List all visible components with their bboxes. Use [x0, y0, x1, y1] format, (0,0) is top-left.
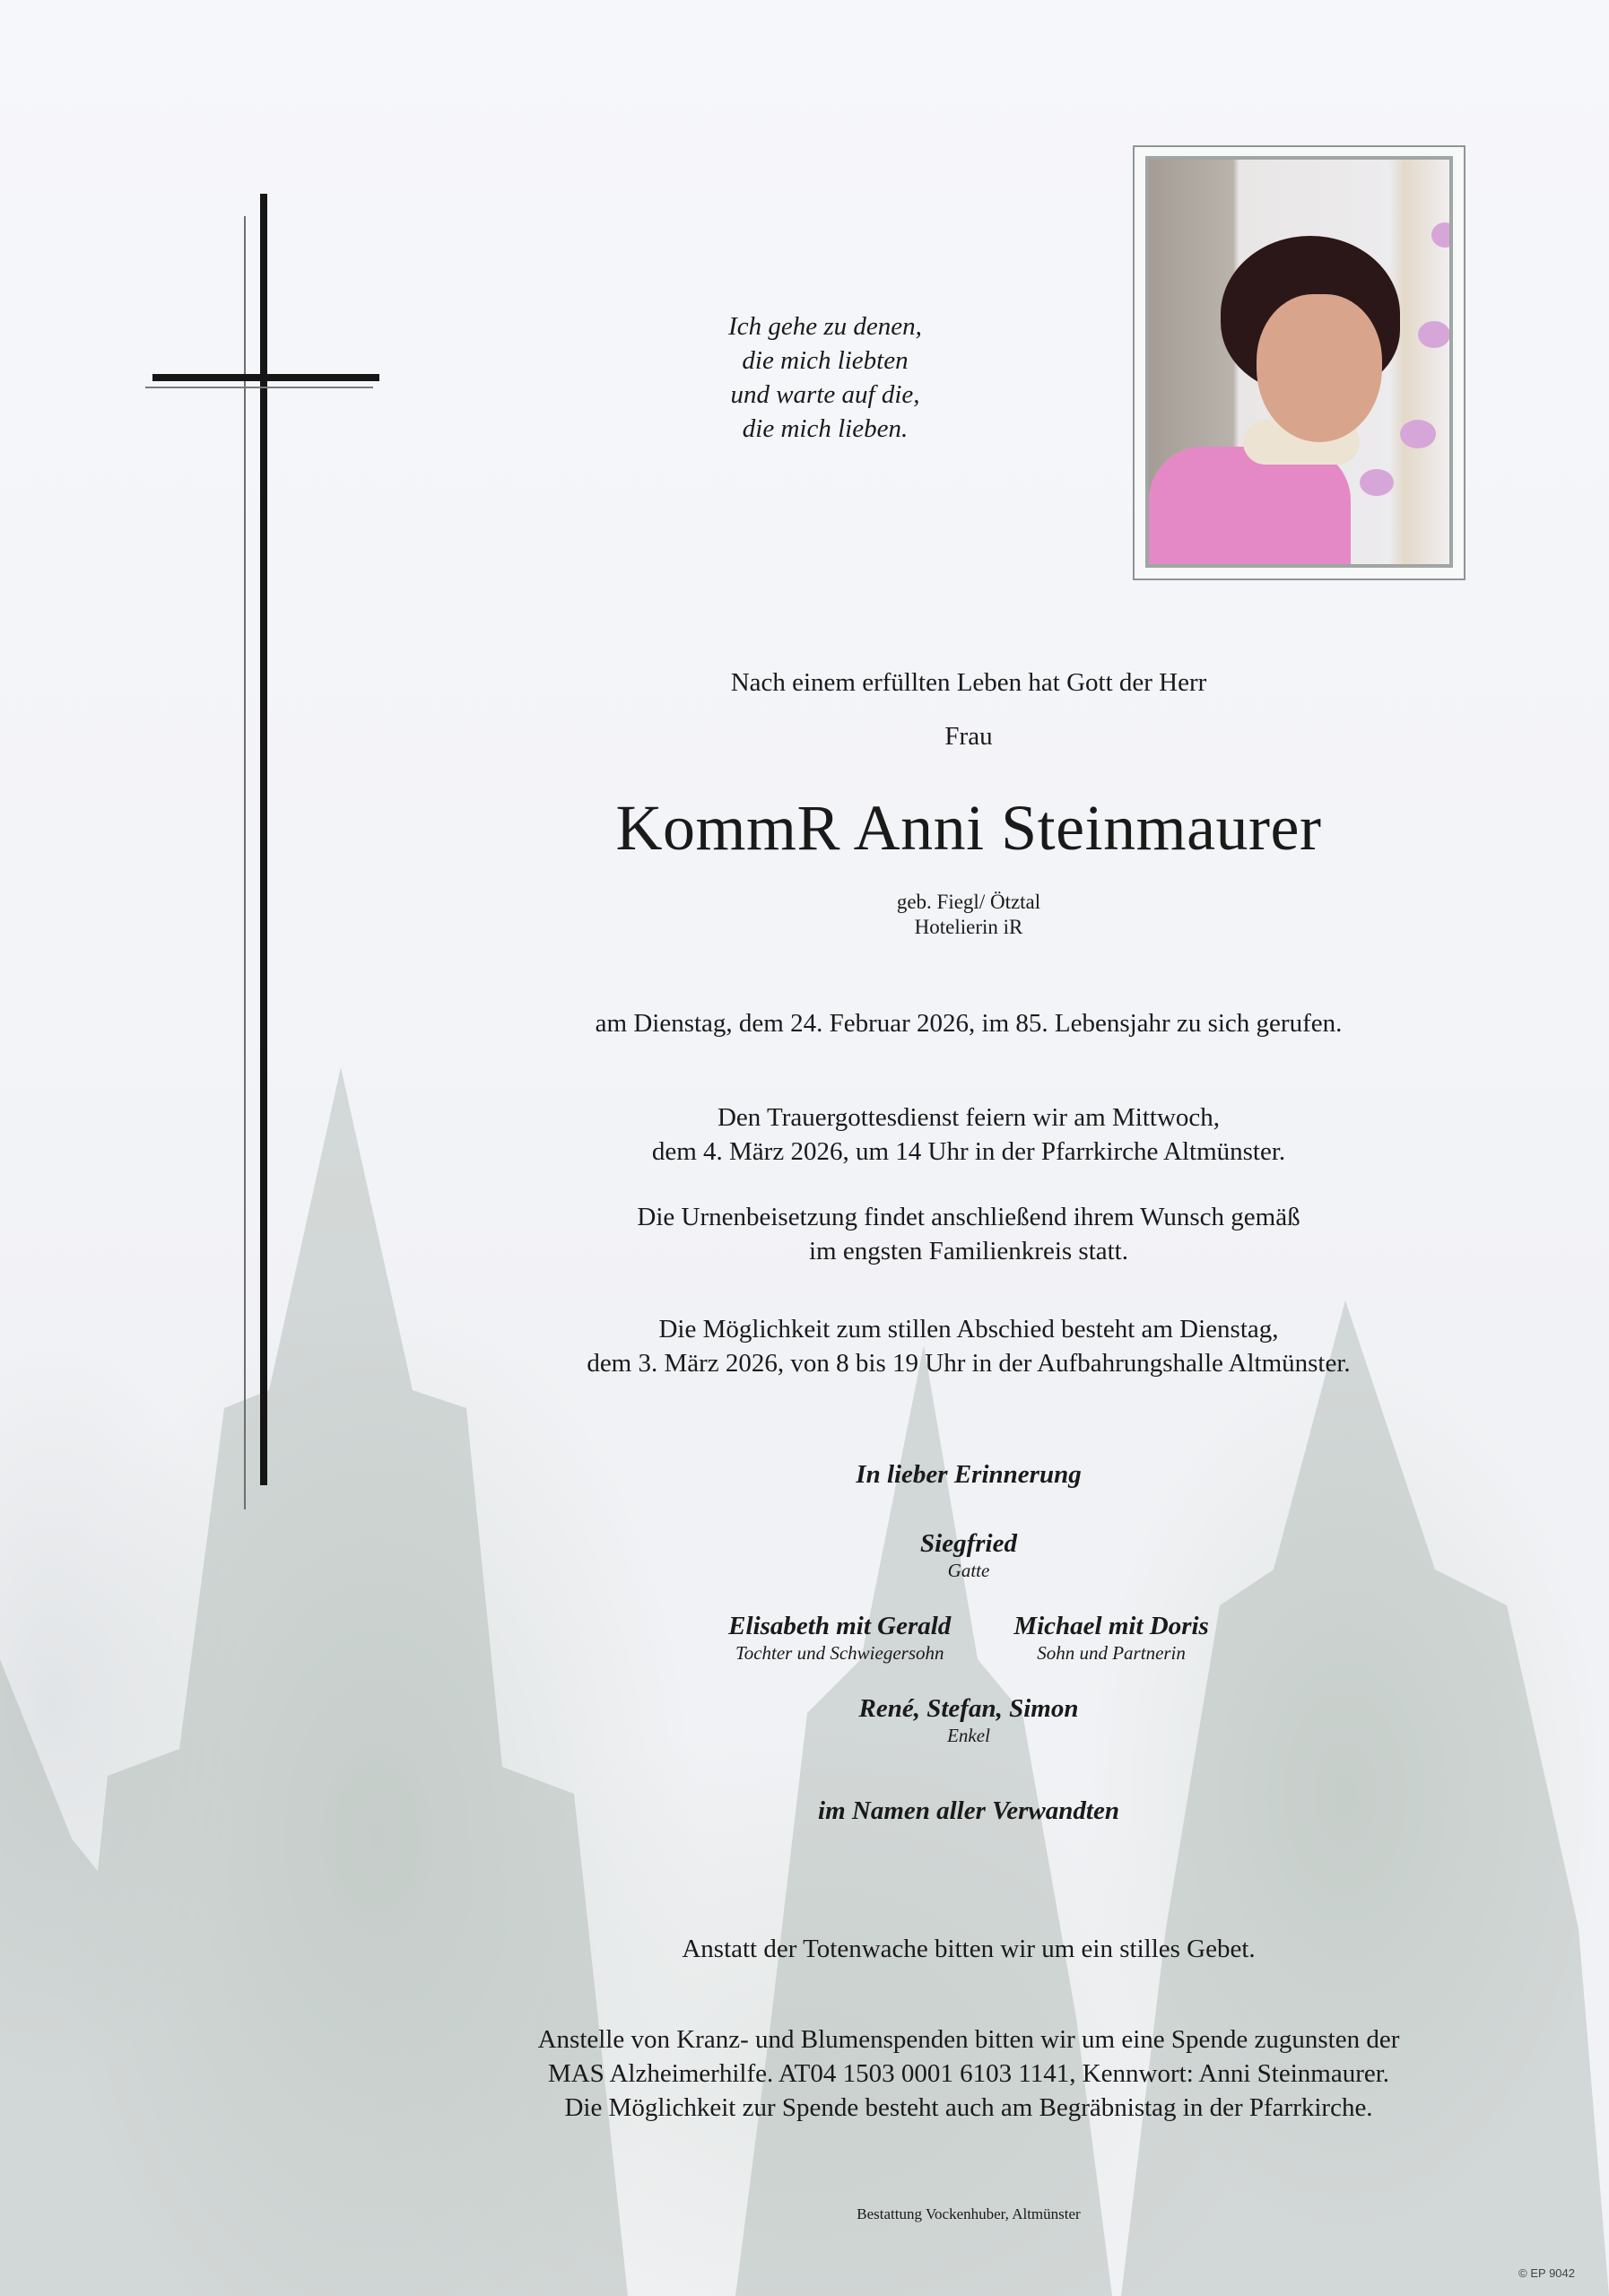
mourner-spouse — [502, 1528, 1435, 1582]
deceased-details — [502, 890, 1435, 940]
service-line: Den Trauergottesdienst feiern wir am Mittwoch, — [717, 1103, 1221, 1132]
death-statement: am Dienstag, dem 24. Februar 2026, im 85. Lebensjahr zu sich gerufen. — [595, 1009, 1343, 1038]
poem-line: Ich gehe zu denen, — [728, 312, 922, 341]
occupation: Hotelierin iR — [914, 916, 1023, 938]
relatives-line: im Namen aller Verwandten — [818, 1796, 1119, 1825]
vigil-note: Anstatt der Totenwache bitten wir um ein stilles Gebet. — [682, 1935, 1256, 1963]
intro-text: Nach einem erfüllten Leben hat Gott der Herr — [730, 668, 1207, 697]
maiden-name: geb. Fiegl/ Ötztal — [896, 891, 1041, 913]
cross-horizontal-shadow-line — [145, 387, 373, 388]
memorial-poem — [664, 309, 987, 446]
poem-line: und warte auf die, — [730, 380, 920, 409]
donation-line: Anstelle von Kranz- und Blumenspenden bitten wir um eine Spende zugunsten der — [537, 2025, 1400, 2054]
urn-burial-info — [502, 1200, 1435, 1268]
farewell-line: Die Möglichkeit zum stillen Abschied besteht am Dienstag, — [658, 1315, 1279, 1344]
poem-line: die mich liebten — [742, 346, 909, 375]
service-line: dem 4. März 2026, um 14 Uhr in der Pfarrkirche Altmünster. — [651, 1137, 1286, 1166]
orchid-flower-icon — [1418, 321, 1450, 348]
orchid-flower-icon — [1431, 222, 1453, 248]
remembrance-heading: In lieber Erinnerung — [856, 1460, 1082, 1489]
urn-line: Die Urnenbeisetzung findet anschließend ihrem Wunsch gemäß — [637, 1203, 1300, 1231]
poem-line: die mich lieben. — [742, 414, 909, 443]
donation-line: Die Möglichkeit zur Spende besteht auch am Begräbnistag in der Pfarrkirche. — [564, 2093, 1373, 2122]
mourner-relation: Sohn und Partnerin — [1037, 1642, 1186, 1664]
mourner-name: Siegfried — [920, 1529, 1017, 1558]
cross-horizontal-bar — [152, 374, 379, 381]
orchid-flower-icon — [1400, 420, 1436, 448]
mourner-child — [1013, 1611, 1209, 1665]
mourner-relation: Tochter und Schwiegersohn — [735, 1642, 944, 1664]
portrait-photo — [1145, 156, 1453, 568]
cross-vertical-shadow-line — [244, 216, 246, 1509]
mourner-children — [502, 1611, 1435, 1665]
farewell-line: dem 3. März 2026, von 8 bis 19 Uhr in der Aufbahrungshalle Altmünster. — [587, 1349, 1351, 1378]
urn-line: im engsten Familienkreis statt. — [808, 1237, 1128, 1265]
mourner-name: René, Stefan, Simon — [858, 1694, 1079, 1723]
orchid-flower-icon — [1360, 469, 1394, 496]
mourner-relation: Gatte — [947, 1560, 990, 1581]
deceased-name: KommR Anni Steinmaurer — [615, 792, 1322, 864]
farewell-viewing-info — [502, 1312, 1435, 1380]
donation-request — [502, 2022, 1435, 2125]
mourner-name: Michael mit Doris — [1013, 1612, 1209, 1640]
mourner-grandchildren — [502, 1693, 1435, 1747]
funeral-service-info — [502, 1100, 1435, 1169]
salutation: Frau — [944, 722, 993, 751]
undertaker-credit: Bestattung Vockenhuber, Altmünster — [857, 2205, 1081, 2222]
copyright-code: © EP 9042 — [1518, 2266, 1575, 2280]
mourner-relation: Enkel — [947, 1725, 990, 1746]
portrait-photo-frame — [1133, 145, 1465, 580]
mourner-name: Elisabeth mit Gerald — [728, 1612, 952, 1640]
photo-shirt — [1149, 447, 1351, 568]
photo-face — [1257, 294, 1382, 442]
donation-line: MAS Alzheimerhilfe. AT04 1503 0001 6103 1141, Kennwort: Anni Steinmaurer. — [547, 2059, 1390, 2088]
mourner-child — [728, 1611, 951, 1665]
